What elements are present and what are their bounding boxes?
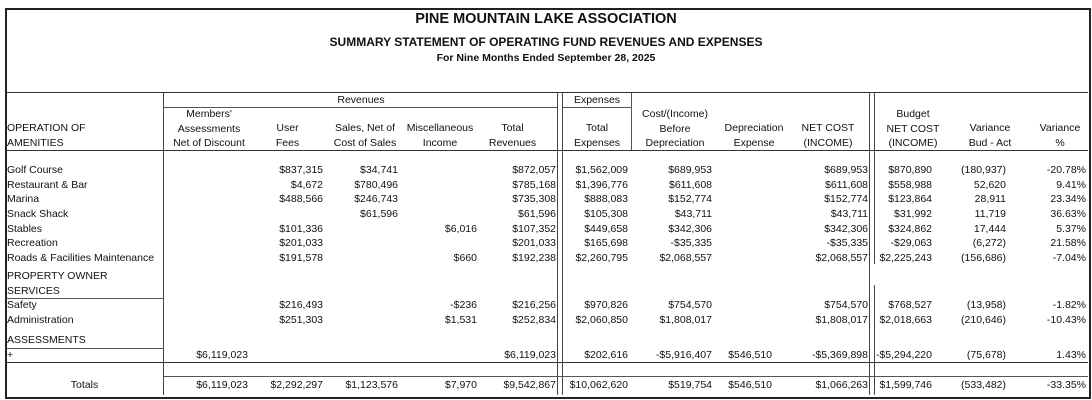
cell-budget-net-cost: $870,890 (888, 164, 932, 176)
col-header-line: Income (422, 136, 458, 149)
cell-total-revenues: $216,256 (512, 299, 556, 311)
cell-total-expenses: $202,616 (584, 349, 628, 361)
cell-total-expenses: $105,308 (584, 208, 628, 220)
cell-cost-before-depreciation: $342,306 (668, 223, 712, 235)
row-label: Administration (7, 314, 74, 326)
cell-budget-net-cost: $324,862 (888, 223, 932, 235)
cell-variance-bud-act: 52,620 (973, 179, 1006, 191)
cell-budget-net-cost: $2,225,243 (879, 252, 932, 264)
cell-net-cost: $2,068,557 (815, 252, 868, 264)
total-members-assessments: $6,119,023 (196, 379, 248, 391)
cell-total-expenses: $165,698 (584, 237, 628, 249)
section-label-line: PROPERTY OWNER (7, 270, 108, 282)
cell-total-revenues: $107,352 (512, 223, 556, 235)
cell-members-assessments: $6,119,023 (196, 349, 248, 361)
col-header-misc-income (395, 121, 485, 150)
cell-total-expenses: $2,060,850 (575, 314, 628, 326)
cell-variance-pct: -10.43% (1046, 314, 1086, 326)
expenses-group-label: Expenses (573, 94, 621, 106)
section-label-line: SERVICES (7, 284, 60, 297)
cell-variance-pct: -20.78% (1046, 164, 1086, 176)
cell-variance-bud-act: (156,686) (961, 252, 1006, 264)
cell-user-fees: $201,033 (279, 237, 323, 249)
col-header-line: Miscellaneous (406, 122, 474, 134)
col-header-line: Fees (275, 136, 300, 149)
cell-budget-net-cost: -$5,294,220 (875, 349, 932, 361)
cell-total-revenues: $872,057 (512, 164, 556, 176)
col-header-line: Bud - Act (968, 136, 1012, 149)
totals-label: Totals (70, 379, 99, 391)
col-header-line: Members' (186, 108, 232, 120)
col-header-line: Budget (896, 108, 930, 120)
cell-variance-pct: -1.82% (1052, 299, 1086, 311)
cell-variance-pct: 1.43% (1056, 349, 1086, 361)
cell-sales-net: $246,743 (354, 193, 398, 205)
cell-net-cost: $152,774 (824, 193, 868, 205)
cell-budget-net-cost: $558,988 (888, 179, 932, 191)
row-label: Restaurant & Bar (7, 179, 88, 191)
cell-net-cost: $342,306 (824, 223, 868, 235)
col-header-line: Before (659, 122, 691, 135)
col-header-line: (INCOME) (888, 137, 938, 149)
cell-variance-bud-act: 17,444 (973, 223, 1006, 235)
cell-variance-pct: -7.04% (1052, 252, 1086, 264)
row-label: Roads & Facilities Maintenance (7, 252, 155, 264)
col-header-line: Assessments (177, 122, 241, 135)
cell-variance-bud-act: (13,958) (966, 299, 1006, 311)
cell-net-cost: $1,808,017 (815, 314, 868, 326)
total-depreciation-expense: $546,510 (728, 379, 772, 391)
cell-variance-bud-act: (75,678) (966, 349, 1006, 361)
total-user-fees: $2,292,297 (270, 379, 323, 391)
cell-total-revenues: $192,238 (512, 252, 556, 264)
cell-user-fees: $191,578 (279, 252, 323, 264)
total-cost-before-depreciation: $519,754 (668, 379, 712, 391)
total-net-cost: $1,066,263 (815, 379, 868, 391)
cell-variance-bud-act: (6,272) (972, 237, 1006, 249)
cell-budget-net-cost: $768,527 (888, 299, 932, 311)
cell-cost-before-depreciation: $611,608 (668, 179, 712, 191)
col-header-operation (7, 121, 157, 150)
row-label: Golf Course (7, 164, 64, 176)
col-header-line: Depreciation (724, 122, 784, 134)
cell-misc-income: -$236 (450, 299, 477, 311)
revenues-group-label: Revenues (337, 94, 385, 106)
cell-total-expenses: $970,826 (584, 299, 628, 311)
cell-variance-bud-act: (210,646) (961, 314, 1006, 326)
cell-budget-net-cost: $123,864 (888, 193, 932, 205)
cell-budget-net-cost: -$29,063 (890, 237, 932, 249)
row-label: + (7, 349, 14, 361)
cell-user-fees: $101,336 (279, 223, 323, 235)
cell-total-revenues: $6,119,023 (504, 349, 556, 361)
cell-variance-bud-act: (180,937) (961, 164, 1006, 176)
cell-cost-before-depreciation: $689,953 (668, 164, 712, 176)
row-label: Recreation (7, 237, 58, 249)
cell-cost-before-depreciation: -$35,335 (670, 237, 712, 249)
col-header-line: NET COST (886, 122, 940, 135)
cell-sales-net: $780,496 (354, 179, 398, 191)
col-header-line: Depreciation (645, 137, 705, 149)
cell-net-cost: $611,608 (824, 179, 868, 191)
cell-total-revenues: $201,033 (512, 237, 556, 249)
row-label: Snack Shack (7, 208, 69, 220)
cell-budget-net-cost: $2,018,663 (879, 314, 932, 326)
cell-misc-income: $6,016 (444, 223, 477, 235)
col-header-line: User (276, 122, 299, 134)
col-header-line: Cost/(Income) (642, 108, 708, 120)
col-header-cost-before-depreciation (632, 107, 718, 151)
cell-cost-before-depreciation: $43,711 (674, 208, 712, 220)
cell-net-cost: -$5,369,898 (811, 349, 868, 361)
cell-variance-pct: 21.58% (1050, 237, 1086, 249)
total-variance-bud-act: (533,482) (961, 379, 1006, 391)
cell-total-revenues: $252,834 (512, 314, 556, 326)
col-header-line: Variance (969, 122, 1011, 134)
statement-title: SUMMARY STATEMENT OF OPERATING FUND REVENUES AND EXPENSES (329, 35, 763, 49)
cell-net-cost: -$35,335 (826, 237, 868, 249)
col-header-line: Revenues (488, 136, 537, 149)
cell-cost-before-depreciation: -$5,916,407 (655, 349, 712, 361)
cell-misc-income: $660 (453, 252, 477, 264)
col-header-total-revenues (480, 121, 545, 150)
col-header-line: Total (585, 122, 609, 134)
total-budget-net-cost: $1,599,746 (879, 379, 932, 391)
col-header-line: Total (501, 122, 524, 134)
totals-inner-line (164, 376, 1088, 377)
section-label-assessments: ASSESSMENTS (7, 334, 86, 346)
cell-cost-before-depreciation: $754,570 (668, 299, 712, 311)
cell-cost-before-depreciation: $1,808,017 (659, 314, 712, 326)
col-header-line: OPERATION OF (7, 122, 86, 134)
col-header-net-cost (793, 121, 863, 150)
row-label: Stables (7, 223, 43, 235)
cell-user-fees: $837,315 (279, 164, 323, 176)
period-subtitle: For Nine Months Ended September 28, 2025 (436, 52, 656, 64)
col-header-line: Net of Discount (173, 137, 245, 149)
cell-cost-before-depreciation: $152,774 (668, 193, 712, 205)
row-label: Marina (7, 193, 40, 205)
cell-cost-before-depreciation: $2,068,557 (659, 252, 712, 264)
col-header-line: Variance (1039, 122, 1081, 134)
section-label-property-owner (7, 269, 108, 298)
cell-user-fees: $216,493 (279, 299, 323, 311)
col-header-variance-pct (1030, 121, 1090, 150)
cell-net-cost: $689,953 (824, 164, 868, 176)
cell-variance-pct: 5.37% (1056, 223, 1086, 235)
cell-total-revenues: $735,308 (512, 193, 556, 205)
col-header-variance-bud-act (955, 121, 1025, 150)
total-misc-income: $7,970 (444, 379, 477, 391)
cell-total-expenses: $2,260,795 (575, 252, 628, 264)
cell-user-fees: $488,566 (279, 193, 323, 205)
cell-sales-net: $61,596 (360, 208, 398, 220)
org-title: PINE MOUNTAIN LAKE ASSOCIATION (415, 11, 677, 27)
col-header-line: (INCOME) (803, 136, 853, 149)
cell-user-fees: $4,672 (290, 179, 323, 191)
cell-total-expenses: $449,658 (584, 223, 628, 235)
col-header-depreciation-expense (716, 121, 792, 150)
cell-variance-pct: 9.41% (1056, 179, 1086, 191)
cell-net-cost: $43,711 (830, 208, 868, 220)
col-header-line: Expense (733, 136, 775, 149)
cell-total-revenues: $61,596 (518, 208, 556, 220)
cell-total-revenues: $785,168 (512, 179, 556, 191)
cell-sales-net: $34,741 (360, 164, 398, 176)
total-sales-net: $1,123,576 (345, 379, 398, 391)
col-header-line: NET COST (801, 122, 855, 134)
cell-budget-net-cost: $31,992 (894, 208, 932, 220)
cell-variance-bud-act: 11,719 (974, 208, 1006, 220)
col-header-line: Expenses (573, 136, 621, 149)
cell-depreciation-expense: $546,510 (728, 349, 772, 361)
total-total-expenses: $10,062,620 (569, 379, 628, 391)
cell-net-cost: $754,570 (824, 299, 868, 311)
cell-user-fees: $251,303 (279, 314, 323, 326)
total-total-revenues: $9,542,867 (503, 379, 556, 391)
col-header-line: Cost of Sales (333, 136, 397, 149)
col-header-line: AMENITIES (7, 136, 64, 149)
cell-total-expenses: $1,562,009 (575, 164, 628, 176)
cell-total-expenses: $888,083 (584, 193, 628, 205)
col-header-user-fees (260, 121, 315, 150)
col-header-members-assessments (164, 107, 254, 151)
cell-variance-bud-act: 28,911 (974, 193, 1006, 205)
col-header-total-expenses (563, 121, 631, 150)
cell-variance-pct: 23.34% (1050, 193, 1086, 205)
cell-misc-income: $1,531 (444, 314, 477, 326)
row-label: Safety (7, 299, 37, 311)
col-header-line: Sales, Net of (334, 122, 396, 134)
total-variance-pct: -33.35% (1046, 379, 1086, 391)
cell-total-expenses: $1,396,776 (575, 179, 628, 191)
col-header-line: % (1055, 136, 1065, 149)
cell-variance-pct: 36.63% (1050, 208, 1086, 220)
col-header-budget-net-cost (878, 107, 948, 151)
